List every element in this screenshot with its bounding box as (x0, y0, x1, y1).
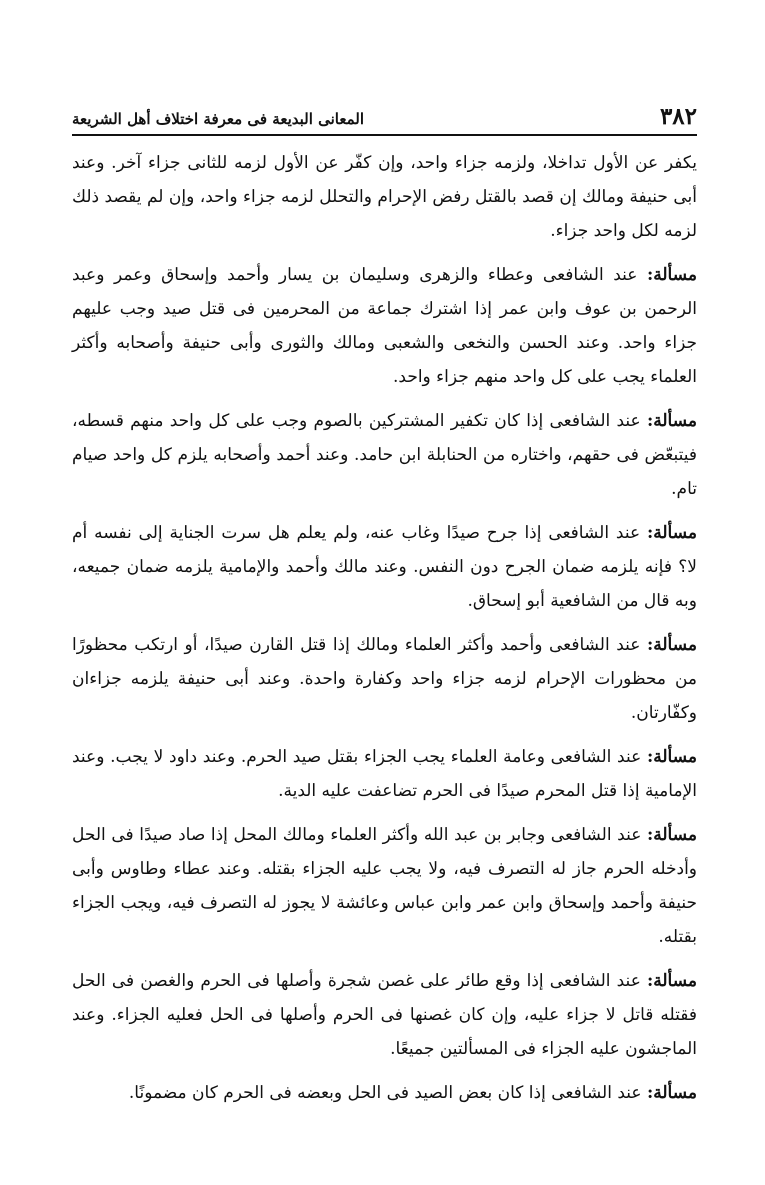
issue-label: مسألة: (646, 1083, 697, 1103)
issue-label: مسألة: (646, 971, 697, 991)
continuation-paragraph: يكفر عن الأول تداخلا، ولزمه جزاء واحد، وإن كفّر عن الأول لزمه للثانى جزاء آخر. وعند أبى حنيفة ومالك إن قصد بالقتل رفض الإحرام والتحلل لزمه جزاء واحد، وإن لم يقصد ذلك لزمه لكل واحد جزاء. (72, 153, 697, 241)
issue-text: عند الشافعى إذا كان تكفير المشتركين بالصوم وجب على كل واحد منهم قسطه، فيتبعّض فى حقهم، واختاره من الحنابلة ابن حامد. وعند أحمد وأصحابه يلزم كل واحد صيام تام. (72, 411, 697, 499)
issue-paragraph (72, 818, 697, 954)
issue-text: عند الشافعى وجابر بن عبد الله وأكثر العلماء ومالك المحل إذا صاد صيدًا فى الحل وأدخله الحرم جاز له التصرف فيه، ولا يجب عليه الجزاء بقتله. وعند عطاء وطاوس وأبى حنيفة وأحمد وإسحاق وابن عمر وابن عباس وعائشة لا يجوز له التصرف فيه، ويجب الجزاء بقتله. (72, 825, 697, 947)
issue-label: مسألة: (646, 265, 698, 285)
page-header (72, 96, 697, 136)
issue-paragraph (72, 258, 697, 394)
issue-paragraph (72, 628, 697, 730)
issue-text: عند الشافعى إذا جرح صيدًا وغاب عنه، ولم يعلم هل سرت الجناية إلى نفسه أم لا؟ فإنه يلزمه ضمان الجرح دون النفس. وعند مالك وأحمد والإمامية يلزمه ضمان جميعه، وبه قال من الشافعية أبو إسحاق. (72, 523, 697, 611)
issue-text: عند الشافعى إذا كان بعض الصيد فى الحل وبعضه فى الحرم كان مضمونًا. (128, 1083, 642, 1103)
issue-text: عند الشافعى وعطاء والزهرى وسليمان بن يسار وأحمد وإسحاق وعمر وعبد الرحمن بن عوف وابن عمر إذا اشترك جماعة من المحرمين فى قتل صيد وجب عليهم جزاء واحد. وعند الحسن والنخعى والشعبى ومالك والثورى وأبى حنيفة وأصحابه وأكثر العلماء يجب على كل واحد منهم جزاء واحد. (72, 265, 697, 387)
issue-paragraph (72, 964, 697, 1066)
issue-paragraph (72, 740, 697, 808)
issue-paragraph (72, 404, 697, 506)
issue-label: مسألة: (646, 635, 698, 655)
issue-paragraph (72, 1076, 697, 1110)
issue-text: عند الشافعى وأحمد وأكثر العلماء ومالك إذا قتل القارن صيدًا، أو ارتكب محظورًا من محظورات الإحرام لزمه جزاء واحد وكفارة واحدة. وعند أبى حنيفة يلزمه جزاءان وكفّارتان. (72, 635, 697, 723)
issue-label: مسألة: (646, 523, 697, 543)
issue-label: مسألة: (646, 825, 698, 845)
issue-label: مسألة: (646, 747, 697, 767)
issue-label: مسألة: (646, 411, 697, 431)
issue-paragraph (72, 516, 697, 618)
running-title: المعانى البديعة فى معرفة اختلاف أهل الشريعة (72, 110, 365, 128)
page-number: ٣٨٢ (659, 103, 697, 130)
issue-text: عند الشافعى إذا وقع طائر على غصن شجرة وأصلها فى الحرم والغصن فى الحل فقتله قاتل لا جزاء عليه، وإن كان غصنها فى الحرم وأصلها فى الحل فعليه الجزاء. وعند الماجشون عليه الجزاء فى المسألتين جميعًا. (72, 971, 697, 1059)
issue-text: عند الشافعى وعامة العلماء يجب الجزاء بقتل صيد الحرم. وعند داود لا يجب. وعند الإمامية إذا قتل المحرم صيدًا فى الحرم تضاعفت عليه الدية. (72, 747, 697, 801)
page-body (72, 146, 697, 1120)
